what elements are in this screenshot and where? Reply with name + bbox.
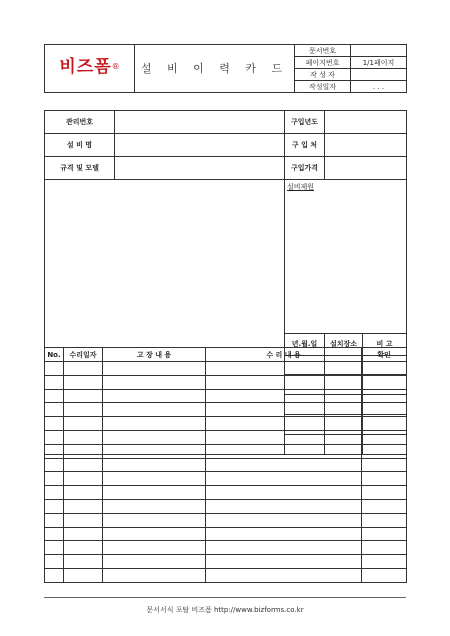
repair-cell[interactable] (45, 513, 64, 527)
table-row (45, 375, 407, 389)
repair-table (44, 347, 407, 583)
equip-name-label: 설 비 명 (45, 133, 115, 156)
vendor-label: 구 입 처 (285, 133, 325, 156)
repair-cell[interactable] (64, 458, 103, 472)
repair-cell[interactable] (64, 403, 103, 417)
repair-cell[interactable] (64, 541, 103, 555)
repair-cell[interactable] (362, 444, 407, 458)
repair-cell[interactable] (206, 486, 362, 500)
bizforms-logo: 비즈폼 (59, 57, 112, 77)
repair-cell[interactable] (103, 568, 206, 582)
repair-cell[interactable] (64, 375, 103, 389)
repair-cell[interactable] (64, 486, 103, 500)
repair-cell[interactable] (206, 444, 362, 458)
repair-content-header: 수 리 내 용 (206, 348, 362, 362)
repair-cell[interactable] (103, 362, 206, 376)
repair-cell[interactable] (103, 389, 206, 403)
repair-cell[interactable] (64, 417, 103, 431)
repair-cell[interactable] (206, 472, 362, 486)
table-row (45, 527, 407, 541)
repair-cell[interactable] (362, 472, 407, 486)
repair-cell[interactable] (45, 389, 64, 403)
repair-cell[interactable] (103, 555, 206, 569)
repair-cell[interactable] (362, 375, 407, 389)
repair-cell[interactable] (103, 458, 206, 472)
table-row (45, 417, 407, 431)
footer-text: 문서서식 포탈 비즈폼 http://www.bizforms.co.kr (146, 606, 304, 614)
table-row (45, 568, 407, 582)
repair-cell[interactable] (362, 389, 407, 403)
repair-cell[interactable] (64, 472, 103, 486)
purchase-year-value[interactable] (325, 111, 407, 134)
table-row (45, 499, 407, 513)
fault-header: 고 장 내 용 (103, 348, 206, 362)
repair-cell[interactable] (103, 403, 206, 417)
repair-cell[interactable] (45, 362, 64, 376)
repair-cell[interactable] (362, 499, 407, 513)
repair-cell[interactable] (206, 513, 362, 527)
repair-cell[interactable] (362, 527, 407, 541)
repair-cell[interactable] (362, 458, 407, 472)
repair-cell[interactable] (45, 375, 64, 389)
doc-number-label: 문서번호 (295, 45, 351, 57)
repair-cell[interactable] (206, 555, 362, 569)
repair-cell[interactable] (64, 362, 103, 376)
repair-cell[interactable] (362, 430, 407, 444)
repair-cell[interactable] (362, 568, 407, 582)
repair-cell[interactable] (103, 444, 206, 458)
repair-cell[interactable] (103, 430, 206, 444)
repair-cell[interactable] (45, 403, 64, 417)
repair-cell[interactable] (45, 541, 64, 555)
date-label: 작성일자 (295, 81, 351, 93)
repair-cell[interactable] (362, 555, 407, 569)
repair-cell[interactable] (45, 458, 64, 472)
repair-cell[interactable] (45, 472, 64, 486)
repair-cell[interactable] (45, 430, 64, 444)
repair-cell[interactable] (103, 375, 206, 389)
table-row (45, 486, 407, 500)
repair-cell[interactable] (206, 375, 362, 389)
no-header: No. (45, 348, 64, 362)
price-label: 구입가격 (285, 156, 325, 179)
equip-name-value[interactable] (115, 133, 285, 156)
repair-cell[interactable] (45, 417, 64, 431)
repair-cell[interactable] (64, 568, 103, 582)
repair-cell[interactable] (103, 513, 206, 527)
repair-cell[interactable] (206, 458, 362, 472)
repair-cell[interactable] (206, 389, 362, 403)
repair-cell[interactable] (103, 486, 206, 500)
repair-cell[interactable] (45, 499, 64, 513)
date-value[interactable]: . . . (351, 81, 407, 93)
table-row (45, 389, 407, 403)
header-table (44, 44, 407, 93)
table-row (45, 458, 407, 472)
repair-cell[interactable] (206, 417, 362, 431)
purchase-year-label: 구입년도 (285, 111, 325, 134)
page-number-value[interactable]: 1/1페이지 (351, 57, 407, 69)
repair-cell[interactable] (45, 555, 64, 569)
repair-cell[interactable] (64, 513, 103, 527)
mgmt-no-label: 관리번호 (45, 111, 115, 134)
spec-area[interactable] (285, 179, 407, 333)
repair-cell[interactable] (64, 430, 103, 444)
table-row (45, 403, 407, 417)
repair-cell[interactable] (103, 417, 206, 431)
table-row (45, 541, 407, 555)
repair-date-header: 수리일자 (64, 348, 103, 362)
repair-cell[interactable] (64, 499, 103, 513)
repair-cell[interactable] (362, 541, 407, 555)
footer-divider (44, 597, 406, 598)
registered-mark-icon: ® (111, 62, 120, 71)
repair-cell[interactable] (206, 499, 362, 513)
repair-cell[interactable] (64, 444, 103, 458)
table-row (45, 555, 407, 569)
repair-cell[interactable] (206, 430, 362, 444)
repair-cell[interactable] (64, 389, 103, 403)
repair-cell[interactable] (362, 486, 407, 500)
repair-cell[interactable] (103, 499, 206, 513)
price-value[interactable] (325, 156, 407, 179)
mgmt-no-value[interactable] (115, 111, 285, 134)
document-title: 설 비 이 력 카 드 (135, 45, 295, 93)
repair-cell[interactable] (206, 568, 362, 582)
repair-cell[interactable] (64, 555, 103, 569)
spec-model-value[interactable] (115, 156, 285, 179)
repair-cell[interactable] (362, 417, 407, 431)
repair-cell[interactable] (206, 527, 362, 541)
repair-cell[interactable] (45, 486, 64, 500)
history-location-header: 설치장소 (325, 334, 363, 355)
repair-cell[interactable] (103, 472, 206, 486)
author-value[interactable] (351, 69, 407, 81)
repair-cell[interactable] (64, 527, 103, 541)
spec-model-label: 규격 및 모델 (45, 156, 115, 179)
table-row (45, 513, 407, 527)
table-row (45, 472, 407, 486)
history-note-header: 비 고 (363, 334, 407, 355)
doc-number-value[interactable] (351, 45, 407, 57)
vendor-value[interactable] (325, 133, 407, 156)
spec-label: 설비제원 (287, 182, 315, 191)
logo-cell (45, 45, 135, 93)
repair-cell[interactable] (362, 513, 407, 527)
repair-cell[interactable] (206, 541, 362, 555)
confirm-header: 확인 (362, 348, 407, 362)
repair-cell[interactable] (45, 527, 64, 541)
repair-cell[interactable] (103, 541, 206, 555)
repair-cell[interactable] (206, 362, 362, 376)
repair-cell[interactable] (45, 444, 64, 458)
table-row (45, 362, 407, 376)
repair-cell[interactable] (45, 568, 64, 582)
repair-cell[interactable] (362, 403, 407, 417)
repair-cell[interactable] (362, 362, 407, 376)
repair-cell[interactable] (206, 403, 362, 417)
page-number-label: 페이지번호 (295, 57, 351, 69)
table-row (45, 430, 407, 444)
history-date-header: 년.월.일 (285, 334, 325, 355)
table-row (45, 444, 407, 458)
repair-cell[interactable] (103, 527, 206, 541)
author-label: 작 성 자 (295, 69, 351, 81)
